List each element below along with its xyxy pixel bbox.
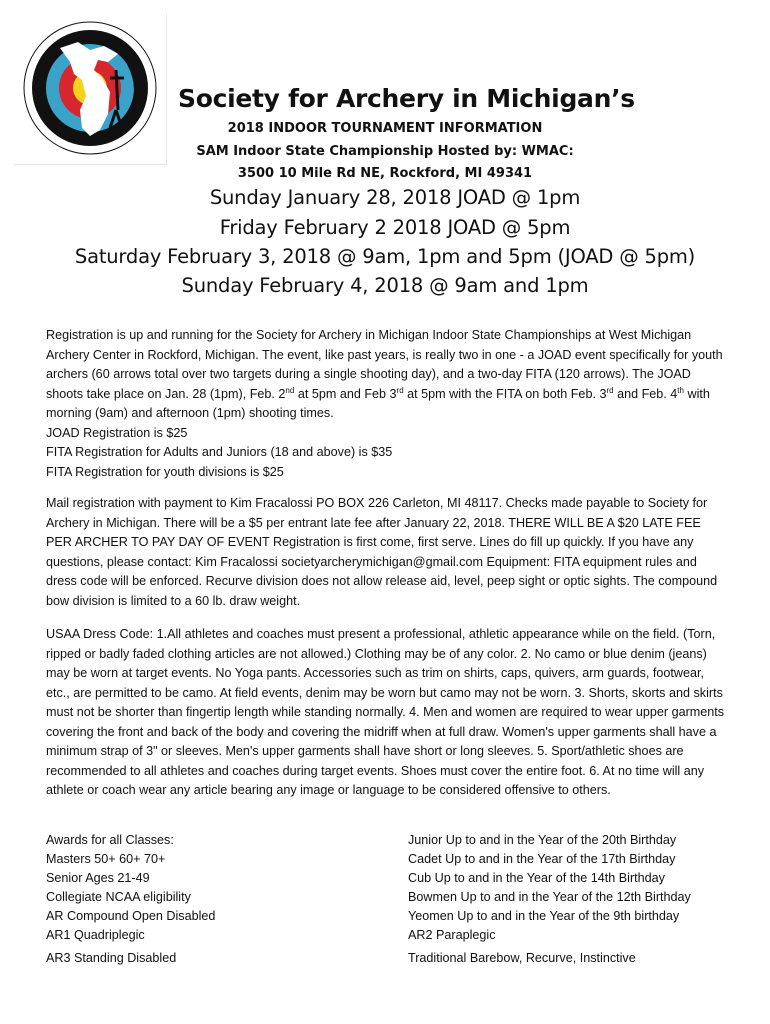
awards-item: Yeomen Up to and in the Year of the 9th birthday (408, 909, 680, 923)
subtitle-address: 3500 10 Mile Rd NE, Rockford, MI 49341 (237, 166, 533, 181)
awards-item: Masters 50+ 60+ 70+ (46, 852, 166, 866)
mail-registration-paragraph: Mail registration with payment to Kim Fracalossi PO BOX 226 Carleton, MI 48117. Checks made payable to Society for Archery in Michigan. There will be a $5 per entrant late fee after January 22, 2018. THERE WILL BE A $20 LATE FEE PER ARCHER TO PAY DAY OF EVENT Registration is first come, first serve. Lines do fill up quickly. If you have any questions, please contact: Kim Fracalossi societyarcherymichigan@gmail.com Equipment: FITA equipment rules and dress code will be enforced. Recurve division does not allow release aid, level, peep sight or optic sights. The compound bow division is limited to a 60 lb. draw weight. (46, 496, 718, 608)
registration-paragraph: Registration is up and running for the Society for Archery in Michigan Indoor State Championships at West Michigan Archery Center in Rockford, Michigan. The event, like past years, is really two in one - a JOAD event specifically for youth archers (60 arrows total over two targets during a single shooting day), and a two-day FITA (120 arrows). The JOAD shoots take place on Jan. 28 (1pm), Feb. 2nd at 5pm and Feb 3rd at 5pm with the FITA on both Feb. 3rd and Feb. 4th with morning (9am) and afternoon (1pm) shooting times. JOAD Registration is $25 FITA Registration for Adults and Juniors (18 and above) is $35 FITA Registration for youth divisions is $25 (46, 328, 723, 479)
awards-item: Awards for all Classes: (46, 833, 174, 847)
fee-fita-adults: FITA Registration for Adults and Juniors (18 and above) is $35 (46, 445, 393, 459)
awards-right-column (408, 831, 748, 945)
awards-item: Cub Up to and in the Year of the 14th Birthday (408, 871, 665, 885)
date-line-1: Sunday January 28, 2018 JOAD @ 1pm (209, 186, 581, 209)
awards-item: Junior Up to and in the Year of the 20th Birthday (408, 833, 677, 847)
awards-item: Cadet Up to and in the Year of the 17th Birthday (408, 852, 676, 866)
awards-item: AR Compound Open Disabled (46, 909, 216, 923)
awards-item: Senior Ages 21-49 (46, 871, 150, 885)
subtitle-tournament-info: 2018 INDOOR TOURNAMENT INFORMATION (227, 121, 543, 136)
fee-joad: JOAD Registration is $25 (46, 425, 188, 440)
awards-footer-left: AR3 Standing Disabled (46, 951, 177, 965)
awards-item: Collegiate NCAA eligibility (46, 890, 191, 904)
dress-code-paragraph: USAA Dress Code: 1.All athletes and coaches must present a professional, athletic appearance while on the field. (Torn, ripped or badly faded clothing articles are not allowed.) Clothing may be of any color. 2. No camo or blue denim (jeans) may be worn at target events. No Yoga pants. Accessories such as trim on shirts, caps, quivers, arm guards, footwear, etc., are permitted to be camo. At field events, denim may be worn but camo may not be worn. 3. Shorts, skorts and skirts must not be shorter than fingertip length while standing normally. 4. Men and women are required to wear upper garments covering the front and back of the body and covering the midriff when at full draw. Women's upper garments shall have a minimum strap of 3" or sleeves. Men's upper garments shall have short or long sleeves. 5. Sport/athletic shoes are recommended to all athletes and coaches during target events. Shoes must cover the entire foot. 6. At no time will any athlete or coach wear any article bearing any image or language to be considered offensive to others. (46, 627, 725, 797)
awards-footer-right: Traditional Barebow, Recurve, Instinctive (408, 951, 636, 965)
date-line-4: Sunday February 4, 2018 @ 9am and 1pm (181, 274, 589, 297)
subtitle-championship: SAM Indoor State Championship Hosted by: WMAC: (196, 144, 574, 159)
logo-frame (14, 14, 167, 165)
fee-fita-youth: FITA Registration for youth divisions is $25 (46, 464, 284, 479)
awards-item: Bowmen Up to and in the Year of the 12th Birthday (408, 890, 691, 904)
sam-target-logo (20, 18, 160, 158)
date-line-2: Friday February 2 2018 JOAD @ 5pm (219, 216, 571, 239)
awards-item: AR1 Quadriplegic (46, 928, 145, 942)
awards-item: AR2 Paraplegic (408, 928, 496, 942)
date-line-3: Saturday February 3, 2018 @ 9am, 1pm and 5pm (JOAD @ 5pm) (74, 245, 696, 268)
page-title: Society for Archery in Michigan’s (178, 84, 635, 113)
awards-left-column (46, 831, 386, 945)
